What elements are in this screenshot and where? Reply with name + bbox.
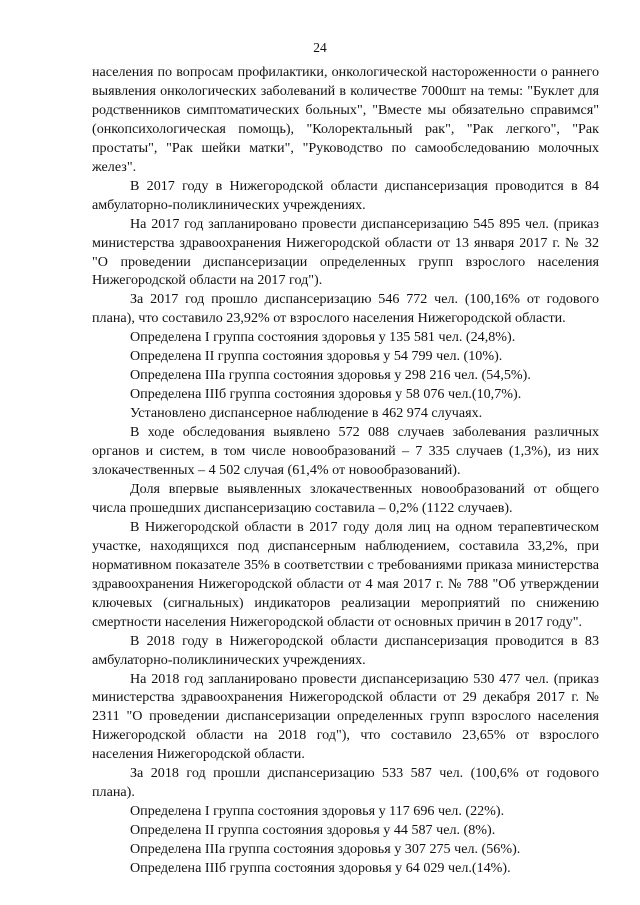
paragraph-continuation: населения по вопросам профилактики, онкологической настороженности о раннего выявления онкологических заболеваний в количестве 7000шт на темы: "Буклет для родственников симптоматических больных", "Вместе мы обязательно справимся" (онкопсихологическая помощь), "Колоректальный рак", "Рак легкого", "Рак простаты", "Рак шейки матки", "Руководство по самообследованию молочных желез".	[92, 64, 599, 175]
paragraph-2018-group-3b: Определена IIIб группа состояния здоровья у 64 029 чел.(14%).	[130, 860, 511, 877]
paragraph-2017-cancer-share: Доля впервые выявленных злокачественных новообразований от общего числа прошедших диспансеризацию составила – 0,2% (1122 случаев).	[92, 480, 599, 516]
paragraph-2017-institutions: В 2017 году в Нижегородской области диспансеризация проводится в 84 амбулаторно-поликлинических учреждениях.	[92, 177, 599, 213]
paragraph-2017-group-3b: Определена IIIб группа состояния здоровья у 58 076 чел.(10,7%).	[130, 386, 522, 403]
paragraph-2018-institutions: В 2018 году в Нижегородской области диспансеризация проводится в 83 амбулаторно-поликлинических учреждениях.	[92, 632, 599, 668]
paragraph-2017-result: За 2017 год прошло диспансеризацию 546 772 чел. (100,16% от годового плана), что составило 23,92% от взрослого населения Нижегородской области.	[92, 291, 599, 327]
paragraph-2018-group-1: Определена I группа состояния здоровья у 117 696 чел. (22%).	[130, 803, 505, 820]
paragraph-2017-group-3a: Определена IIIа группа состояния здоровья у 298 216 чел. (54,5%).	[130, 367, 531, 384]
paragraph-2018-group-2: Определена II группа состояния здоровья у 44 587 чел. (8%).	[130, 822, 496, 839]
document-body	[92, 63, 599, 878]
paragraph-2018-plan: На 2018 год запланировано провести диспансеризацию 530 477 чел. (приказ министерства здравоохранения Нижегородской области от 29 декабря 2017 г. № 2311 "О проведении диспансеризации определенных групп взрослого населения Нижегородской области на 2018 год"), что составило 23,65% от взрослого населения Нижегородской области.	[92, 670, 599, 763]
paragraph-2017-findings: В ходе обследования выявлено 572 088 случаев заболевания различных органов и систем, в том числе новообразований – 7 335 случаев (1,3%), из них злокачественных – 4 502 случая (61,4% от новообразований).	[92, 424, 599, 479]
page-number: 24	[313, 40, 327, 55]
paragraph-2017-therapeutic-area: В Нижегородской области в 2017 году доля лиц на одном терапевтическом участке, находящихся под диспансерным наблюдением, составила 33,2%, при нормативном показателе 35% в соответствии с требованиями приказа министерства здравоохранения Нижегородской области от 4 мая 2017 г. № 788 "Об утверждении ключевых (сигнальных) индикаторов реализации мероприятий по снижению смертности населения Нижегородской области от основных причин в 2017 году".	[92, 518, 599, 630]
paragraph-2018-group-3a: Определена IIIа группа состояния здоровья у 307 275 чел. (56%).	[130, 841, 521, 858]
paragraph-2017-observation: Установлено диспансерное наблюдение в 462 974 случаях.	[130, 405, 483, 422]
paragraph-2017-plan: На 2017 год запланировано провести диспансеризацию 545 895 чел. (приказ министерства здравоохранения Нижегородской области от 13 января 2017 г. № 32 "О проведении диспансеризации определенных групп взрослого населения Нижегородской области на 2017 год").	[92, 215, 599, 289]
paragraph-2018-result: За 2018 год прошли диспансеризацию 533 587 чел. (100,6% от годового плана).	[92, 765, 599, 801]
paragraph-2017-group-1: Определена I группа состояния здоровья у 135 581 чел. (24,8%).	[130, 329, 516, 346]
paragraph-2017-group-2: Определена II группа состояния здоровья у 54 799 чел. (10%).	[130, 348, 503, 365]
